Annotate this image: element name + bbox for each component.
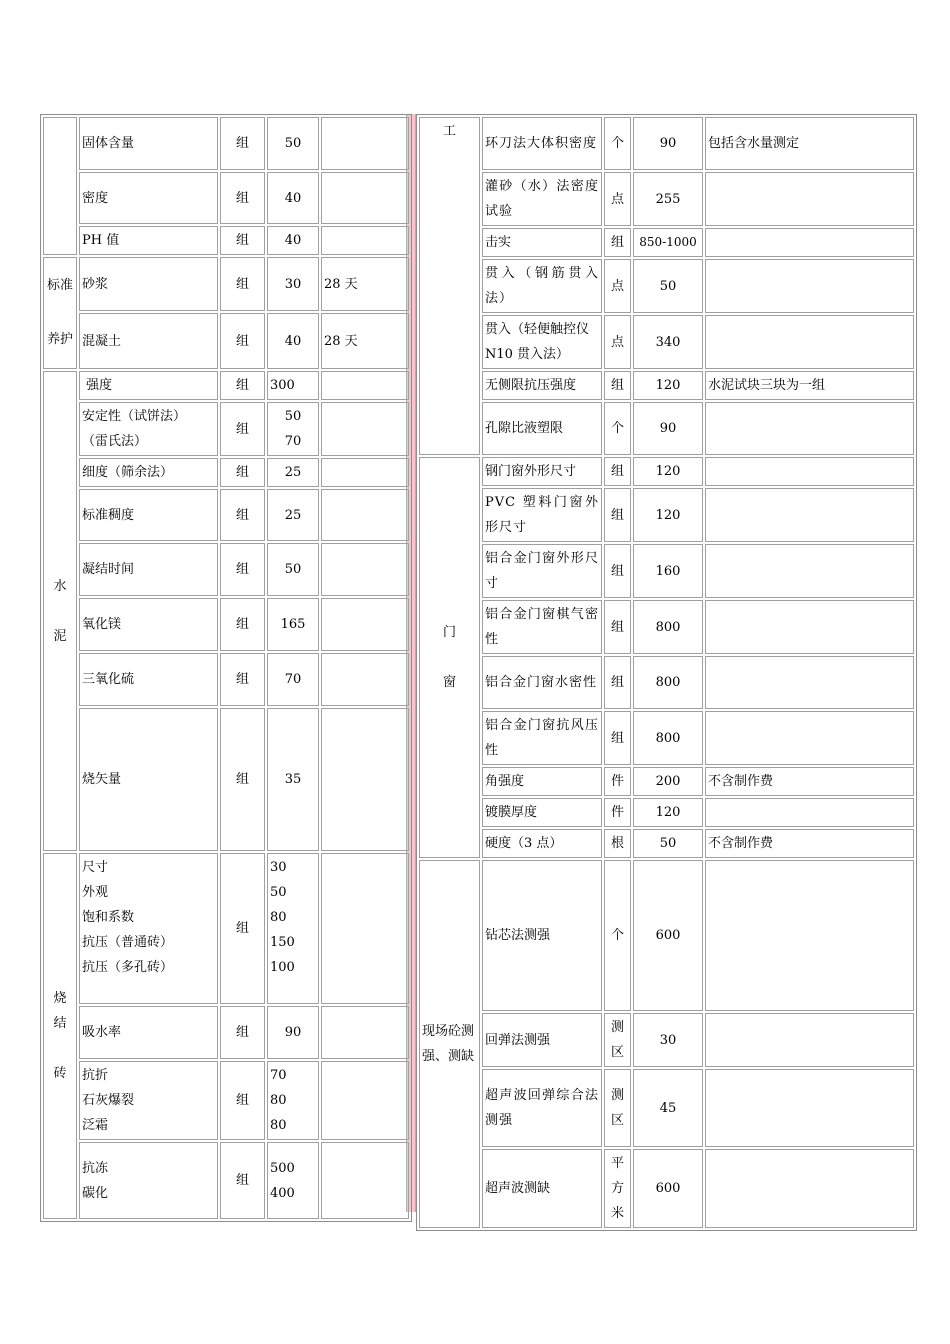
price-cell: 50 70 (267, 402, 319, 456)
note-cell (321, 1006, 409, 1059)
item-name: 孔隙比液塑限 (482, 402, 602, 455)
unit-cell: 点 (604, 259, 631, 313)
unit-cell: 组 (604, 711, 631, 765)
price-cell: 120 (633, 371, 703, 400)
unit-cell: 组 (220, 1142, 265, 1219)
table-row (419, 829, 914, 858)
note-cell (705, 1149, 914, 1228)
note-cell (321, 371, 409, 400)
unit-cell: 组 (604, 488, 631, 542)
table-row (419, 228, 914, 257)
price-cell: 800 (633, 711, 703, 765)
category-blank (43, 117, 77, 255)
price-cell: 45 (633, 1069, 703, 1147)
price-cell: 30 (267, 257, 319, 311)
note-cell (705, 228, 914, 257)
item-name: 标准稠度 (79, 489, 218, 541)
item-name: 尺寸 外观 饱和系数 抗压（普通砖） 抗压（多孔砖） (79, 853, 218, 1004)
unit-cell: 组 (220, 117, 265, 170)
item-name: 混凝土 (79, 313, 218, 369)
table-row (419, 402, 914, 455)
note-cell (321, 598, 409, 651)
note-cell (705, 457, 914, 486)
price-cell: 160 (633, 544, 703, 598)
price-cell: 200 (633, 767, 703, 796)
price-cell: 600 (633, 1149, 703, 1228)
item-name: 铝合金门窗棋气密性 (482, 600, 602, 654)
table-row (419, 371, 914, 400)
table-row (43, 1142, 409, 1219)
unit-cell: 测 区 (604, 1069, 631, 1147)
table-row (419, 117, 914, 170)
unit-cell: 组 (220, 257, 265, 311)
note-cell (321, 172, 409, 224)
item-name: 回弹法测强 (482, 1013, 602, 1067)
unit-cell: 组 (220, 172, 265, 224)
unit-cell: 组 (220, 708, 265, 851)
price-cell: 40 (267, 172, 319, 224)
table-row (43, 257, 409, 311)
price-cell: 800 (633, 656, 703, 709)
unit-cell: 组 (604, 656, 631, 709)
item-name: 超声波回弹综合法测强 (482, 1069, 602, 1147)
note-cell (705, 711, 914, 765)
item-name: 灌砂（水）法密度试验 (482, 172, 602, 226)
item-name: 安定性（试饼法） （雷氏法） (79, 402, 218, 456)
price-cell: 25 (267, 458, 319, 487)
price-cell: 35 (267, 708, 319, 851)
price-cell: 120 (633, 488, 703, 542)
note-cell (321, 708, 409, 851)
note-cell (705, 1069, 914, 1147)
note-cell (321, 853, 409, 1004)
unit-cell: 点 (604, 315, 631, 369)
unit-cell: 组 (604, 600, 631, 654)
item-name: 硬度（3 点） (482, 829, 602, 858)
note-cell (705, 315, 914, 369)
item-name: 环刀法大体积密度 (482, 117, 602, 170)
table-row (419, 860, 914, 1011)
unit-cell: 组 (220, 1061, 265, 1140)
table-row (419, 1013, 914, 1067)
item-name: 抗折 石灰爆裂 泛霜 (79, 1061, 218, 1140)
table-row (419, 798, 914, 827)
table-row (419, 259, 914, 313)
table-row (43, 1061, 409, 1140)
price-cell: 90 (267, 1006, 319, 1059)
unit-cell: 组 (604, 371, 631, 400)
price-cell: 90 (633, 402, 703, 455)
item-name: 铝合金门窗水密性 (482, 656, 602, 709)
table-row (419, 711, 914, 765)
note-cell (321, 653, 409, 706)
price-cell: 40 (267, 226, 319, 255)
note-cell (705, 798, 914, 827)
unit-cell: 件 (604, 767, 631, 796)
left-price-table (40, 114, 412, 1222)
unit-cell: 组 (220, 1006, 265, 1059)
note-cell: 水泥试块三块为一组 (705, 371, 914, 400)
item-name: 固体含量 (79, 117, 218, 170)
note-cell (321, 117, 409, 170)
unit-cell: 组 (220, 543, 265, 596)
unit-cell: 点 (604, 172, 631, 226)
unit-cell: 平 方 米 (604, 1149, 631, 1228)
unit-cell: 组 (604, 457, 631, 486)
table-row (419, 457, 914, 486)
unit-cell: 组 (220, 598, 265, 651)
note-cell (705, 488, 914, 542)
price-cell: 50 (633, 259, 703, 313)
table-row (419, 1149, 914, 1228)
table-row (43, 543, 409, 596)
unit-cell: 测 区 (604, 1013, 631, 1067)
unit-cell: 组 (220, 313, 265, 369)
price-cell: 120 (633, 798, 703, 827)
note-cell: 28 天 (321, 313, 409, 369)
table-row (419, 544, 914, 598)
item-name: 吸水率 (79, 1006, 218, 1059)
unit-cell: 根 (604, 829, 631, 858)
category-standard-curing: 标准 养护 (43, 257, 77, 369)
table-row (43, 371, 409, 400)
price-cell: 800 (633, 600, 703, 654)
table-row (43, 853, 409, 1004)
price-cell: 850-1000 (633, 228, 703, 257)
item-name: 无侧限抗压强度 (482, 371, 602, 400)
note-cell (705, 1013, 914, 1067)
price-cell: 600 (633, 860, 703, 1011)
price-cell: 120 (633, 457, 703, 486)
right-price-table (416, 114, 917, 1231)
price-cell: 30 (633, 1013, 703, 1067)
item-name: 钻芯法测强 (482, 860, 602, 1011)
price-cell: 25 (267, 489, 319, 541)
item-name: 凝结时间 (79, 543, 218, 596)
item-name: 镀膜厚度 (482, 798, 602, 827)
table-row (43, 653, 409, 706)
unit-cell: 个 (604, 117, 631, 170)
table-row (419, 315, 914, 369)
table-row (419, 767, 914, 796)
item-name: 砂浆 (79, 257, 218, 311)
note-cell (321, 402, 409, 456)
category-earthwork: 工 (419, 117, 480, 455)
unit-cell: 组 (604, 544, 631, 598)
table-row (419, 600, 914, 654)
note-cell (321, 543, 409, 596)
unit-cell: 组 (220, 226, 265, 255)
table-row (43, 489, 409, 541)
price-cell: 340 (633, 315, 703, 369)
item-name: 密度 (79, 172, 218, 224)
item-name: PH 值 (79, 226, 218, 255)
note-cell (321, 458, 409, 487)
unit-cell: 组 (220, 853, 265, 1004)
item-name: PVC 塑料门窗外形尺寸 (482, 488, 602, 542)
price-cell: 50 (267, 117, 319, 170)
item-name: 烧矢量 (79, 708, 218, 851)
table-row (419, 656, 914, 709)
price-cell: 50 (633, 829, 703, 858)
price-cell: 50 (267, 543, 319, 596)
price-cell: 300 (267, 371, 319, 400)
table-row (43, 117, 409, 170)
item-name: 贯入（轻便触控仪N10 贯入法） (482, 315, 602, 369)
unit-cell: 件 (604, 798, 631, 827)
table-row (43, 598, 409, 651)
item-name: 钢门窗外形尺寸 (482, 457, 602, 486)
table-row (43, 708, 409, 851)
item-name: 氧化镁 (79, 598, 218, 651)
note-cell (321, 489, 409, 541)
table-row (43, 172, 409, 224)
price-cell: 165 (267, 598, 319, 651)
item-name: 强度 (79, 371, 218, 400)
unit-cell: 个 (604, 402, 631, 455)
table-row (419, 488, 914, 542)
table-row (43, 402, 409, 456)
item-name: 铝合金门窗抗风压性 (482, 711, 602, 765)
item-name: 铝合金门窗外形尺寸 (482, 544, 602, 598)
item-name: 抗冻 碳化 (79, 1142, 218, 1219)
item-name: 细度（筛余法） (79, 458, 218, 487)
note-cell (705, 402, 914, 455)
item-name: 击实 (482, 228, 602, 257)
table-row (43, 313, 409, 369)
note-cell (705, 656, 914, 709)
note-cell (705, 259, 914, 313)
table-row (43, 226, 409, 255)
note-cell: 包括含水量测定 (705, 117, 914, 170)
note-cell: 不含制作费 (705, 829, 914, 858)
note-cell: 28 天 (321, 257, 409, 311)
price-cell: 500 400 (267, 1142, 319, 1219)
category-door-window: 门 窗 (419, 457, 480, 858)
unit-cell: 组 (220, 402, 265, 456)
category-fired-brick: 烧 结 砖 (43, 853, 77, 1219)
note-cell (321, 226, 409, 255)
unit-cell: 组 (220, 371, 265, 400)
item-name: 贯入（钢筋贯入法） (482, 259, 602, 313)
item-name: 三氧化硫 (79, 653, 218, 706)
note-cell (705, 600, 914, 654)
table-row (43, 458, 409, 487)
category-onsite-concrete: 现场砼测强、测缺 (419, 860, 480, 1228)
note-cell (705, 172, 914, 226)
table-row (419, 1069, 914, 1147)
item-name: 角强度 (482, 767, 602, 796)
category-cement: 水 泥 (43, 371, 77, 851)
note-cell (705, 860, 914, 1011)
unit-cell: 组 (220, 489, 265, 541)
table-row (419, 172, 914, 226)
price-cell: 255 (633, 172, 703, 226)
item-name: 超声波测缺 (482, 1149, 602, 1228)
price-cell: 40 (267, 313, 319, 369)
price-cell: 70 (267, 653, 319, 706)
unit-cell: 个 (604, 860, 631, 1011)
price-cell: 30 50 80 150 100 (267, 853, 319, 1004)
note-cell (321, 1061, 409, 1140)
unit-cell: 组 (220, 458, 265, 487)
price-cell: 70 80 80 (267, 1061, 319, 1140)
note-cell (705, 544, 914, 598)
table-row (43, 1006, 409, 1059)
note-cell (321, 1142, 409, 1219)
unit-cell: 组 (604, 228, 631, 257)
note-cell: 不含制作费 (705, 767, 914, 796)
unit-cell: 组 (220, 653, 265, 706)
price-cell: 90 (633, 117, 703, 170)
